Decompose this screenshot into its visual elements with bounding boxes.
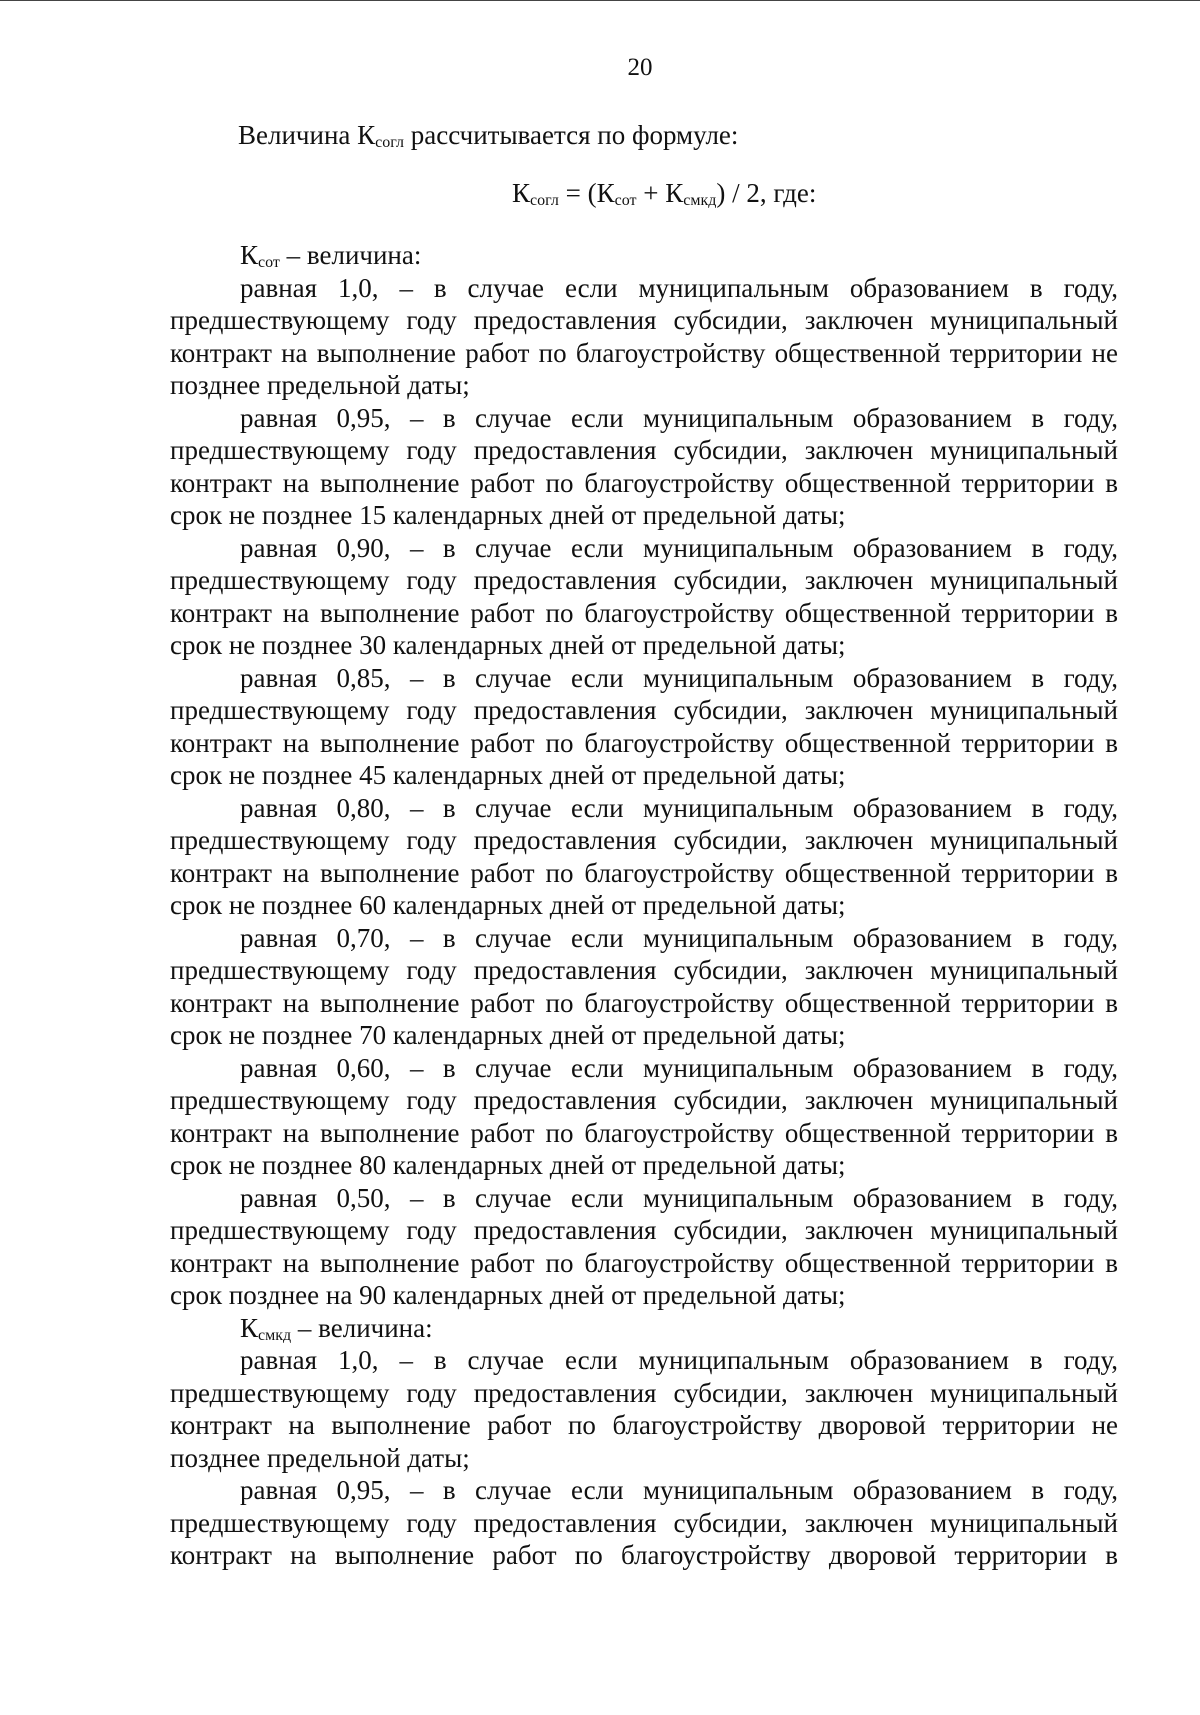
k-smkd-label: – величина:	[291, 1312, 433, 1343]
k-sot-item: равная 0,60, – в случае если муниципальным образованием в году, предшествующему году предоставления субсидии, заключен муниципальный контракт на выполнение работ по благоустройству общественной территории в срок не позднее 80 календарных дней от предельной даты;	[170, 1052, 1118, 1180]
k-sot-item: равная 0,70, – в случае если муниципальным образованием в году, предшествующему году предоставления субсидии, заключен муниципальный контракт на выполнение работ по благоустройству общественной территории в срок не позднее 70 календарных дней от предельной даты;	[170, 922, 1118, 1050]
formula-part: ) / 2, где:	[716, 177, 817, 208]
formula-part: + К	[636, 177, 684, 208]
k-sot-item: равная 0,85, – в случае если муниципальным образованием в году, предшествующему году предоставления субсидии, заключен муниципальный контракт на выполнение работ по благоустройству общественной территории в срок не позднее 45 календарных дней от предельной даты;	[170, 662, 1118, 790]
formula-part: К	[512, 177, 531, 208]
k-smkd-item: равная 1,0, – в случае если муниципальным образованием в году, предшествующему году предоставления субсидии, заключен муниципальный контракт на выполнение работ по благоустройству дворовой территории не позднее предельной даты;	[170, 1345, 1118, 1473]
intro-text-after: рассчитывается по формуле:	[403, 120, 739, 150]
k-sot-definition-heading	[170, 239, 1118, 272]
k-sot-item: равная 1,0, – в случае если муниципальным образованием в году, предшествующему году предоставления субсидии, заключен муниципальный контракт на выполнение работ по благоустройству общественной территории не позднее предельной даты;	[170, 272, 1118, 400]
document-body	[170, 119, 1118, 1572]
intro-text-before: Величина К	[238, 120, 376, 150]
k-sot-item: равная 0,95, – в случае если муниципальным образованием в году, предшествующему году предоставления субсидии, заключен муниципальный контракт на выполнение работ по благоустройству общественной территории в срок не позднее 15 календарных дней от предельной даты;	[170, 402, 1118, 530]
k-smkd-item: равная 0,95, – в случае если муниципальным образованием в году, предшествующему году предоставления субсидии, заключен муниципальный контракт на выполнение работ по благоустройству дворовой территории в	[170, 1475, 1118, 1570]
page-number: 20	[627, 54, 653, 81]
k-sot-subscript: сот	[258, 254, 280, 271]
k-sot-item: равная 0,80, – в случае если муниципальным образованием в году, предшествующему году предоставления субсидии, заключен муниципальный контракт на выполнение работ по благоустройству общественной территории в срок не позднее 60 календарных дней от предельной даты;	[170, 792, 1118, 920]
k-sot-item: равная 0,90, – в случае если муниципальным образованием в году, предшествующему году предоставления субсидии, заключен муниципальный контракт на выполнение работ по благоустройству общественной территории в срок не позднее 30 календарных дней от предельной даты;	[170, 532, 1118, 660]
k-smkd-definition-heading	[170, 1312, 1118, 1345]
formula-subscript: смкд	[683, 191, 717, 209]
intro-subscript: согл	[375, 134, 404, 151]
formula-part: = (К	[558, 177, 615, 208]
k-sot-letter: К	[240, 240, 259, 270]
formula	[170, 177, 1118, 210]
k-smkd-letter: К	[240, 1312, 259, 1343]
formula-subscript: сот	[614, 191, 637, 209]
k-smkd-subscript: смкд	[258, 1326, 292, 1344]
k-sot-item: равная 0,50, – в случае если муниципальным образованием в году, предшествующему году предоставления субсидии, заключен муниципальный контракт на выполнение работ по благоустройству общественной территории в срок позднее на 90 календарных дней от предельной даты;	[170, 1182, 1118, 1310]
intro-paragraph	[170, 119, 1118, 152]
formula-subscript: согл	[530, 191, 559, 209]
k-sot-label: – величина:	[279, 240, 422, 270]
